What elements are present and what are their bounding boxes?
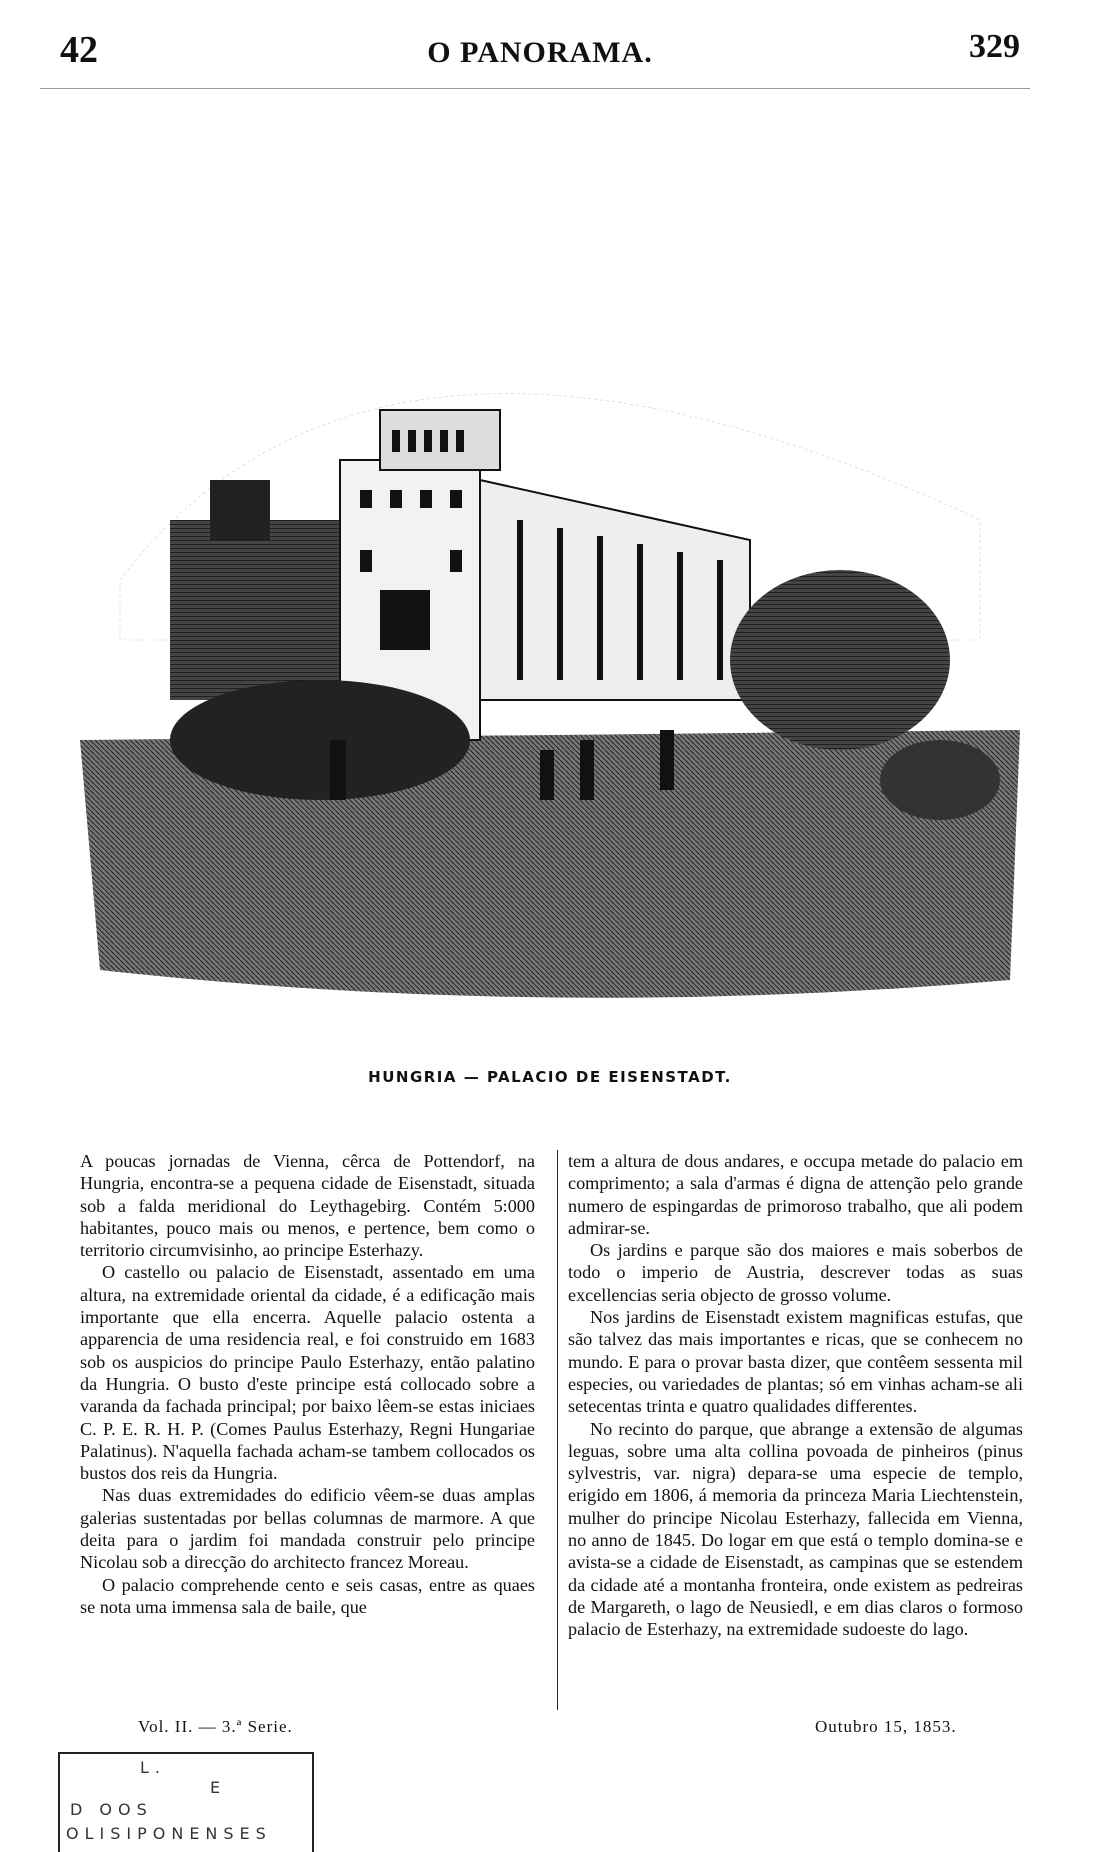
page-number-right: 329 <box>969 28 1020 65</box>
stamp-line: E <box>210 1778 227 1797</box>
palace-engraving <box>80 280 1020 1000</box>
stamp-line: D OOS <box>70 1800 153 1819</box>
paragraph: No recinto do parque, que abrange a extensão de algumas leguas, sobre uma alta collina povoada de pinheiros (pinus sylvestris, var. nigra) depara-se uma especie de templo, erigido em 1806, á memoria da princeza Maria Liechtenstein, mulher do principe Nicolau Esterhazy, fallecida em Vienna, no anno de 1845. Do logar em que está o templo domina-se e avista-se a cidade de Eisenstadt, as campinas que se estendem da cidade até a montanha fronteira, onde existem as pedreiras de Margareth, o lago de Neusiedl, e em dias claros o formoso palacio de Esterhazy, na extremidade sudoeste do lago. <box>568 1418 1023 1640</box>
paragraph: A poucas jornadas de Vienna, cêrca de Pottendorf, na Hungria, encontra-se a pequena cidade de Eisenstadt, situada sob a falda meridional do Leythagebirg. Contém 5:000 habitantes, pouco mais ou menos, e pertence, bem como o territorio circumvisinho, ao principe Esterhazy. <box>80 1151 535 1261</box>
paragraph: Os jardins e parque são dos maiores e mais soberbos de todo o imperio de Austria, descrever todas as suas excellencias seria objecto de grosso volume. <box>568 1240 1023 1305</box>
issue-date: Outubro 15, 1853. <box>815 1717 957 1736</box>
paragraph: tem a altura de dous andares, e occupa metade do palacio em comprimento; a sala d'armas é digna de attenção pelo grande numero de espingardas de primoroso trabalho, que ali podem admirar-se. <box>568 1151 1023 1238</box>
paragraph: Nas duas extremidades do edificio vêem-se duas amplas galerias sustentadas por bellas columnas de marmore. A que deita para o jardim foi mandada construir pelo principe Nicolau sob a direcção do architecto francez Moreau. <box>80 1485 535 1573</box>
header-rule <box>40 88 1030 89</box>
paragraph: Nos jardins de Eisenstadt existem magnificas estufas, que são talvez das mais importantes e ricas, que se conhecem no mundo. E para o provar basta dizer, que contêem sessenta mil especies, ou variedades de plantas; só em vinhas acham-se ali setecentas trinta e quatro qualidades differentes. <box>568 1307 1023 1417</box>
library-stamp <box>58 1752 314 1852</box>
stamp-line: L. <box>140 1758 166 1777</box>
paragraph: O palacio comprehende cento e seis casas, entre as quaes se nota uma immensa sala de baile, que <box>80 1574 535 1617</box>
column-divider <box>557 1150 558 1710</box>
journal-title: O PANORAMA. <box>427 36 653 69</box>
illustration-caption: HUNGRIA — PALACIO DE EISENSTADT. <box>368 1068 732 1086</box>
article-left-column <box>80 1150 535 1618</box>
paragraph: O castello ou palacio de Eisenstadt, assentado em uma altura, na extremidade oriental da cidade, é a edificação mais importante que ella encerra. Aquelle palacio ostenta a apparencia de uma residencia real, e foi construido em 1683 sob os auspicios do principe Paulo Esterhazy, então palatino da Hungria. O busto d'este principe está collocado sobre a varanda da fachada principal; por baixo lêem-se estas iniciaes C. P. E. R. H. P. (Comes Paulus Esterhazy, Regni Hungariae Palatinus). N'aquella fachada acham-se tambem collocados os bustos dos reis da Hungria. <box>80 1262 535 1484</box>
stamp-line: OLISIPONENSES <box>66 1824 272 1843</box>
volume-series: Vol. II. — 3.ª Serie. <box>138 1717 293 1736</box>
page-header <box>60 28 1020 78</box>
page-number-left: 42 <box>60 29 98 71</box>
article-right-column <box>568 1150 1023 1641</box>
